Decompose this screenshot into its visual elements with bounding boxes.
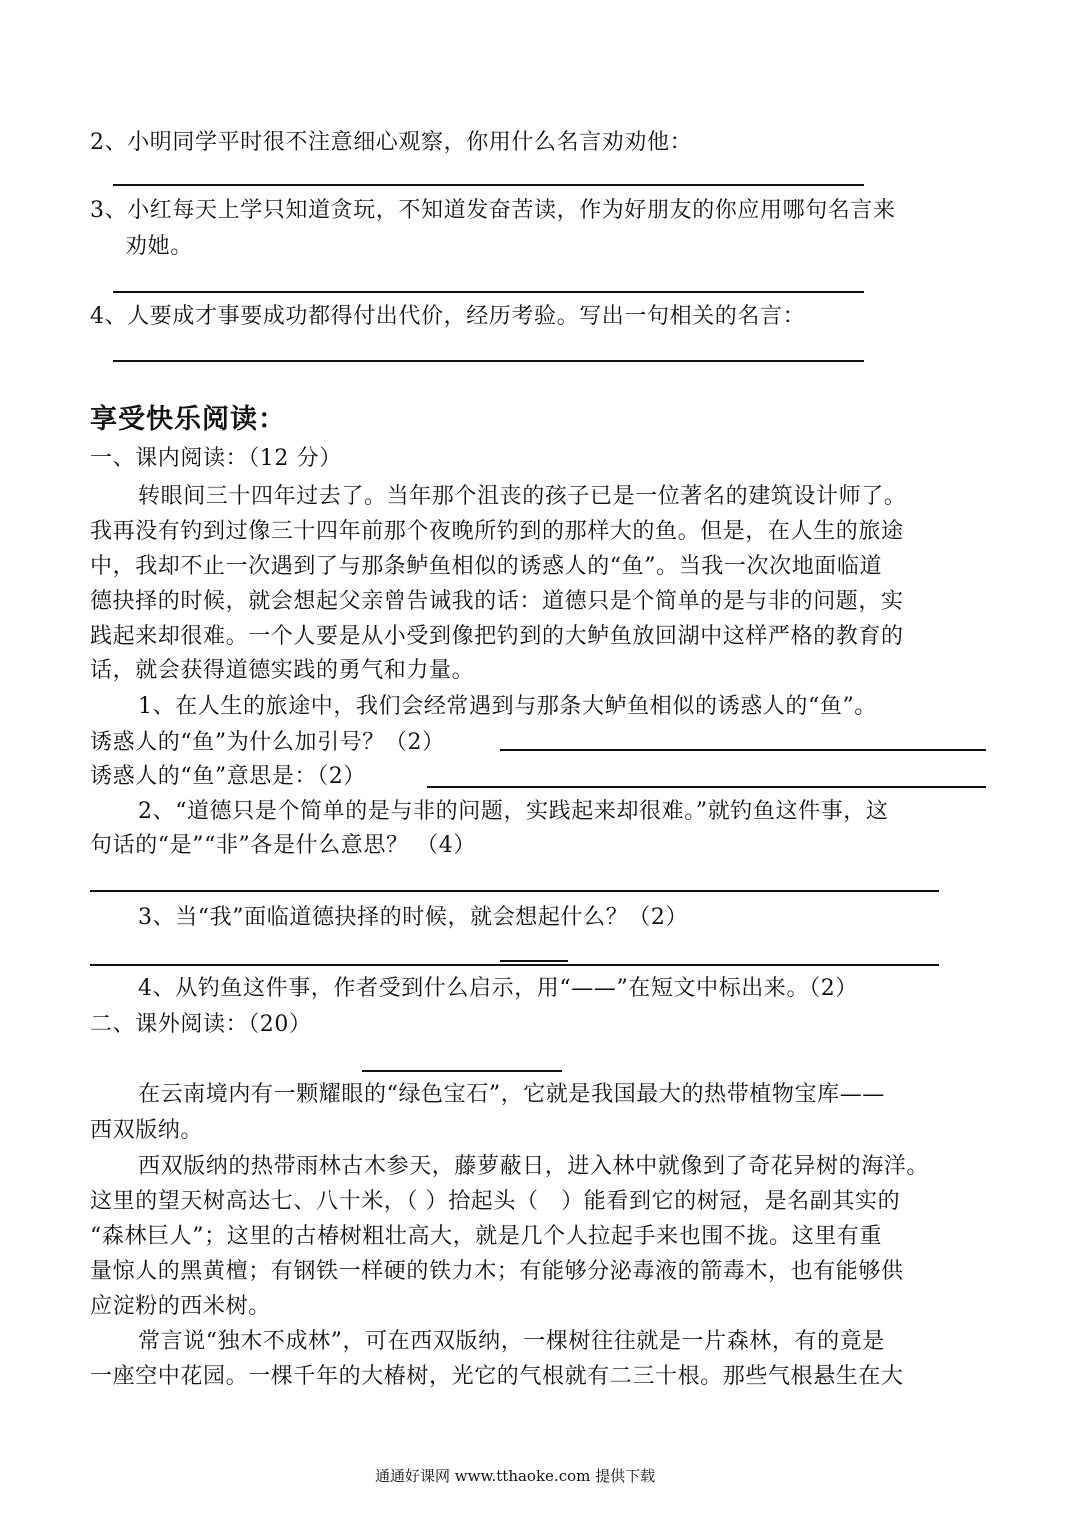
question-3-line1: 3、小红每天上学只知道贪玩，不知道发奋苦读，作为好朋友的你应用哪句名言来 [90,198,896,223]
answer-line-part1-q3 [90,964,939,966]
page-footer: 通通好课网 www.tthaoke.com 提供下载 [375,1467,656,1485]
part2-passage-line: 西双版纳。 [90,1118,204,1143]
answer-line-q1a [500,749,986,751]
question-3-line2: 劝她。 [125,234,193,259]
part1-passage-line: 中，我却不止一次遇到了与那条鲈鱼相似的诱惑人的“鱼”。当我一次次地面临道 [90,554,883,579]
reading-heading: 享受快乐阅读： [90,404,286,435]
part1-q1-intro: 1、在人生的旅途中，我们会经常遇到与那条大鲈鱼相似的诱惑人的“鱼”。 [138,694,877,719]
part2-passage-line: 这里的望天树高达七、八十米，（ ）拾起头（ ）能看到它的树冠，是名副其实的 [90,1189,901,1214]
part2-passage-line: 一座空中花园。一棵千年的大椿树，光它的气根就有二三十根。那些气根悬生在大 [90,1364,904,1389]
part1-q3: 3、当“我”面临道德抉择的时候，就会想起什么？（2） [138,905,689,930]
part1-passage-line: 话，就会获得道德实践的勇气和力量。 [90,658,475,683]
question-2: 2、小明同学平时很不注意细心观察，你用什么名言劝劝他： [90,130,693,155]
answer-line-q1b [427,786,986,788]
part2-passage-line: 常言说“独木不成林”，可在西双版纳，一棵树往往就是一片森林，有的竟是 [138,1329,885,1354]
answer-line-q4 [113,360,864,362]
part2-passage-line: 在云南境内有一颗耀眼的“绿色宝石”，它就是我国最大的热带植物宝库—— [138,1082,885,1107]
part1-passage-line: 德抉择的时候，就会想起父亲曾告诫我的话：道德只是个简单的是与非的问题，实 [90,589,904,614]
answer-line-part1-q2 [90,890,939,892]
part1-passage-line: 转眼间三十四年过去了。当年那个沮丧的孩子已是一位著名的建筑设计师了。 [138,484,907,509]
part1-q1b: 诱惑人的“鱼”意思是：（2） [90,764,366,789]
part1-q4: 4、从钓鱼这件事，作者受到什么启示，用“——”在短文中标出来。（2） [138,976,858,1001]
title-blank-line [362,1070,562,1072]
question-4: 4、人要成才事要成功都得付出代价，经历考验。写出一句相关的名言： [90,304,806,329]
part1-passage-line: 我再没有钓到过像三十四年前那个夜晚所钓到的那样大的鱼。但是，在人生的旅途 [90,519,904,544]
part2-passage-line: 应淀粉的西米树。 [90,1294,271,1319]
part1-passage-line: 践起来却很难。一个人要是从小受到像把钓到的大鲈鱼放回湖中这样严格的教育的 [90,624,904,649]
part2-passage-line: “森林巨人”；这里的古椿树粗壮高大，就是几个人拉起手来也围不拢。这里有重 [90,1224,883,1249]
part1-q2-line2: 句话的“是”“非”各是什么意思？ （4） [90,833,476,858]
part1-q2-line1: 2、“道德只是个简单的是与非的问题，实践起来却很难。”就钓鱼这件事，这 [138,799,889,824]
part2-passage-line: 西双版纳的热带雨林古木参天，藤萝蔽日，进入林中就像到了奇花异树的海洋。 [138,1154,930,1179]
part2-title: 二、课外阅读：（20） [90,1012,312,1037]
answer-mark-part1-q3 [500,960,568,962]
part2-passage-line: 量惊人的黑黄檀；有钢铁一样硬的铁力木；有能够分泌毒液的箭毒木，也有能够供 [90,1259,904,1284]
part1-title: 一、课内阅读：（12 分） [90,446,342,471]
answer-line-q3 [113,291,864,293]
answer-line-q2 [113,184,864,186]
part1-q1a: 诱惑人的“鱼”为什么加引号？（2） [90,730,445,755]
